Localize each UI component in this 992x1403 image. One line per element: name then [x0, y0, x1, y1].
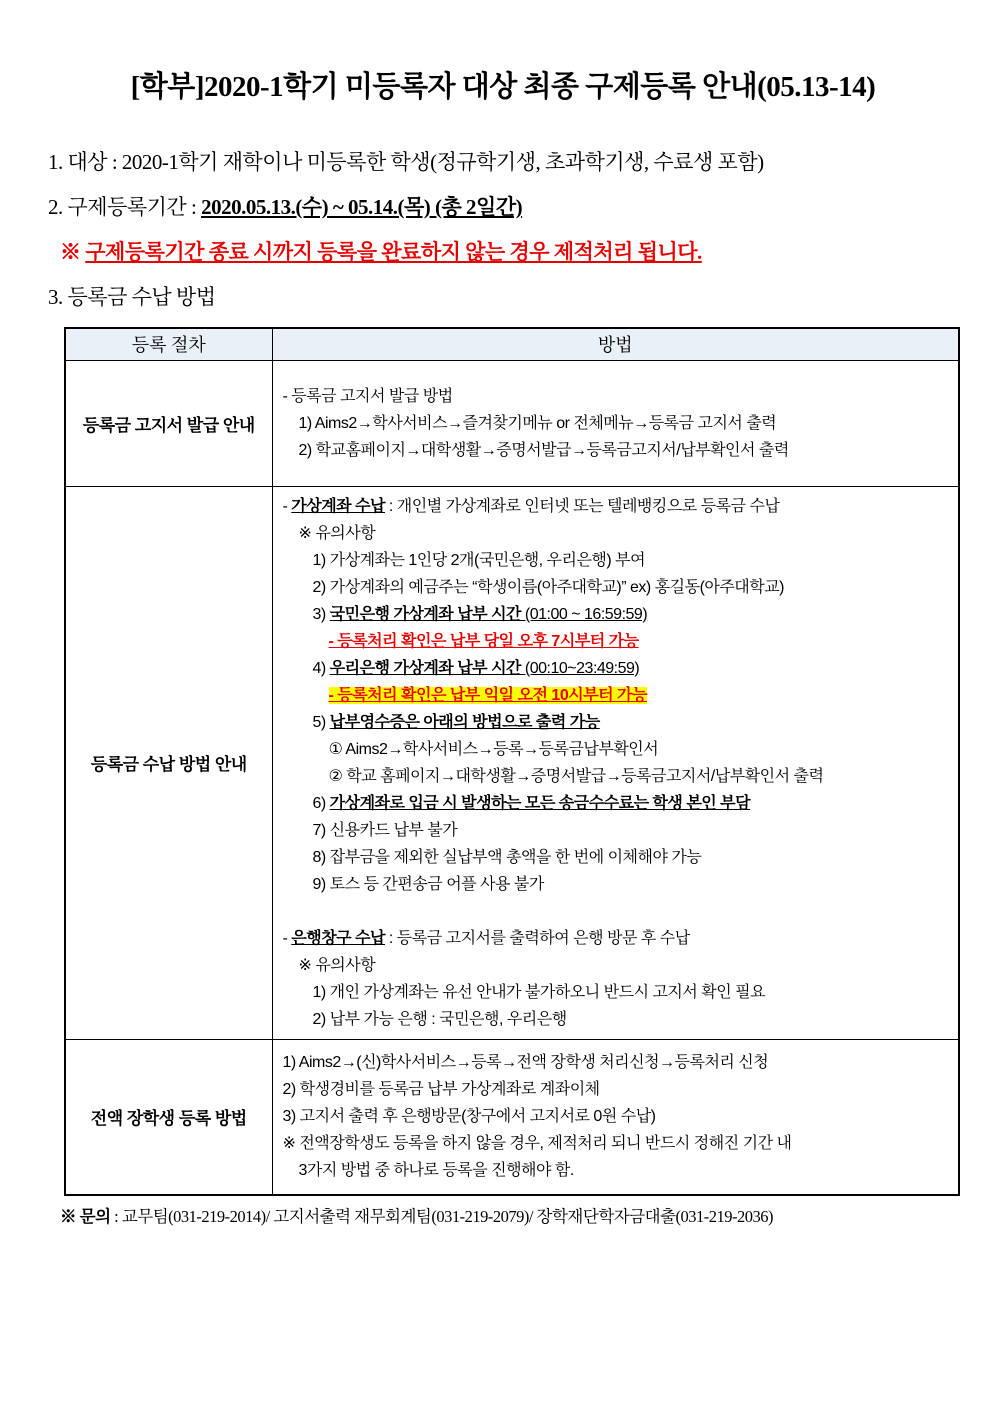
text-segment: 8) 잡부금을 제외한 실납부액 총액을 한 번에 이체해야 가능: [312, 848, 702, 866]
intro-section: [48, 147, 958, 313]
text-segment: 2) 학교홈페이지→대학생활→증명서발급→등록금고지서/납부확인서 출력: [298, 441, 789, 459]
text-line: [283, 925, 951, 952]
text-line: [283, 709, 951, 736]
text-line: [283, 844, 951, 871]
text-line: [283, 493, 951, 520]
text-segment: - 등록처리 확인은 납부 당일 오후 7시부터 가능: [328, 632, 639, 650]
text-segment: 1. 대상 : 2020-1학기 재학이나 미등록한 학생(정규학기생, 초과학기생, 수료생 포함): [48, 150, 764, 174]
text-line: [48, 147, 958, 178]
text-segment: - 등록처리 확인은 납부 익일 오전 10시부터 가능: [328, 686, 647, 704]
row-label-payment-method: 등록금 수납 방법 안내: [65, 486, 272, 1039]
text-segment: ※ 전액장학생도 등록을 하지 않을 경우, 제적처리 되니 반드시 정해진 기간 내: [282, 1135, 792, 1153]
text-segment: 2) 가상계좌의 예금주는 “학생이름(아주대학교)” ex) 홍길동(아주대학교): [312, 578, 785, 596]
text-segment: 3): [312, 605, 330, 623]
header-procedure: 등록 절차: [65, 328, 272, 360]
text-segment: 7) 신용카드 납부 불가: [312, 821, 458, 839]
text-segment: -: [282, 929, 292, 947]
text-segment: ※ 유의사항: [298, 524, 376, 542]
text-segment: 4): [312, 659, 330, 677]
text-segment: 가상계좌 수납: [291, 497, 385, 515]
text-segment: (01:00 ~ 16:59:59): [520, 605, 648, 623]
text-line: [283, 655, 951, 682]
text-line: [283, 1006, 951, 1033]
text-segment: 2020.05.13.(수) ~ 05.14.(목) (총 2일간): [201, 195, 523, 219]
text-line: [283, 790, 951, 817]
text-segment: 2) 학생경비를 등록금 납부 가상계좌로 계좌이체: [282, 1081, 600, 1099]
text-line: [283, 682, 951, 709]
text-segment: 납부영수증은 아래의 방법으로 출력 가능: [329, 713, 600, 731]
text-segment: 3가지 방법 중 하나로 등록을 진행해야 함.: [298, 1162, 574, 1180]
row-label-full-scholarship: 전액 장학생 등록 방법: [65, 1039, 272, 1195]
text-line: [283, 952, 951, 979]
text-line: [283, 601, 951, 628]
text-segment: 2. 구제등록기간 :: [48, 195, 202, 219]
text-line: [48, 282, 958, 313]
text-segment: 우리은행 가상계좌 납부 시간: [329, 659, 521, 677]
text-line: [283, 628, 951, 655]
text-line: [283, 383, 951, 410]
row-content-bill-issue: [272, 360, 959, 486]
text-segment: ② 학교 홈페이지→대학생활→증명서발급→등록금고지서/납부확인서 출력: [328, 767, 824, 785]
text-segment: 국민은행 가상계좌 납부 시간: [329, 605, 521, 623]
text-segment: 가상계좌로 입금 시 발생하는 모든 송금수수료는 학생 본인 부담: [329, 794, 751, 812]
text-segment: 1) 가상계좌는 1인당 2개(국민은행, 우리은행) 부여: [312, 551, 646, 569]
text-line: [283, 763, 951, 790]
text-segment: 1) Aims2→학사서비스→즐겨찾기메뉴 or 전체메뉴→등록금 고지서 출력: [298, 414, 777, 432]
text-segment: : 등록금 고지서를 출력하여 은행 방문 후 수납: [384, 929, 690, 947]
text-line: [283, 736, 951, 763]
text-segment: 6): [312, 794, 330, 812]
text-segment: -: [282, 497, 292, 515]
text-segment: ※: [60, 1207, 80, 1226]
text-line: [283, 817, 951, 844]
table-row-payment-method: [65, 486, 959, 1039]
text-line: [60, 1204, 958, 1230]
text-segment: 9) 토스 등 간편송금 어플 사용 불가: [312, 875, 544, 893]
text-line: [283, 547, 951, 574]
header-method: 방법: [272, 328, 959, 360]
table-header-row: [65, 328, 959, 360]
text-segment: 구제등록기간 종료 시까지 등록을 완료하지 않는 경우 제적처리 됩니다.: [85, 240, 702, 264]
text-line: [283, 520, 951, 547]
text-line: [283, 898, 951, 925]
text-segment: : 개인별 가상계좌로 인터넷 또는 텔레뱅킹으로 등록금 수납: [384, 497, 780, 515]
contact-footer: [60, 1204, 958, 1230]
registration-table: [64, 327, 960, 1196]
text-segment: ※ 유의사항: [298, 956, 376, 974]
text-line: [48, 192, 958, 223]
text-segment: (00:10~23:49:59): [520, 659, 640, 677]
text-segment: - 등록금 고지서 발급 방법: [282, 387, 453, 405]
text-segment: 5): [312, 713, 330, 731]
text-line: [283, 1157, 951, 1184]
text-line: [283, 979, 951, 1006]
text-segment: ① Aims2→학사서비스→등록→등록금납부확인서: [328, 740, 659, 758]
text-segment: 1) Aims2→(신)학사서비스→등록→전액 장학생 처리신청→등록처리 신청: [282, 1054, 769, 1072]
text-segment: : 교무팀(031-219-2014)/ 고지서출력 재무회계팀(031-219-2079)/ 장학재단학자금대출(031-219-2036): [110, 1207, 773, 1226]
row-content-full-scholarship: [272, 1039, 959, 1195]
row-content-payment-method: [272, 486, 959, 1039]
text-segment: 은행창구 수납: [291, 929, 385, 947]
text-line: [283, 410, 951, 437]
text-line: [48, 237, 958, 268]
text-line: [283, 437, 951, 464]
row-label-bill-issue: 등록금 고지서 발급 안내: [65, 360, 272, 486]
text-line: [283, 574, 951, 601]
text-segment: 2) 납부 가능 은행 : 국민은행, 우리은행: [312, 1010, 567, 1028]
text-segment: 3. 등록금 수납 방법: [48, 285, 216, 309]
text-segment: ※: [60, 240, 86, 264]
table-row-full-scholarship: [65, 1039, 959, 1195]
text-line: [283, 871, 951, 898]
text-segment: 3) 고지서 출력 후 은행방문(창구에서 고지서로 0원 수납): [282, 1108, 656, 1126]
text-line: [283, 1130, 951, 1157]
table-row-bill-issue: [65, 360, 959, 486]
text-segment: 문의: [79, 1207, 111, 1226]
text-segment: 1) 개인 가상계좌는 유선 안내가 불가하오니 반드시 고지서 확인 필요: [312, 983, 766, 1001]
text-line: [283, 1049, 951, 1076]
text-line: [283, 1103, 951, 1130]
text-line: [283, 1076, 951, 1103]
page-title: [학부]2020-1학기 미등록자 대상 최종 구제등록 안내(05.13-14): [130, 71, 876, 103]
